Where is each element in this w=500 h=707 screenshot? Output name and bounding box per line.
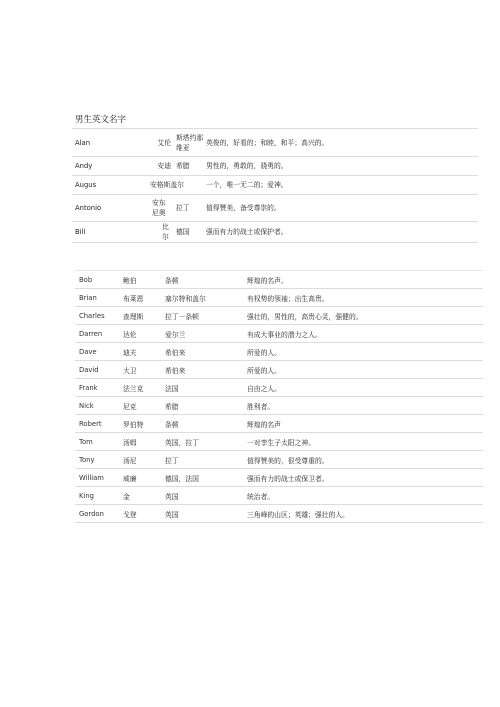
name-meaning: 一对孪生子太阳之神。 — [243, 433, 483, 451]
name-english: William — [75, 469, 119, 487]
table-row — [75, 469, 483, 487]
name-chinese: 鲍伯 — [119, 271, 161, 289]
name-origin: 德国 — [174, 222, 206, 243]
name-chinese: 汤姆 — [119, 433, 161, 451]
name-origin: 法国 — [161, 379, 243, 397]
table-row — [75, 307, 483, 325]
name-english: Bob — [75, 271, 119, 289]
name-chinese: 查理斯 — [119, 307, 161, 325]
name-english: Robert — [75, 415, 119, 433]
name-origin: 爱尔兰 — [161, 325, 243, 343]
name-chinese: 艾伦 — [150, 129, 174, 157]
table-row — [75, 343, 483, 361]
name-meaning: 胜利者。 — [243, 397, 483, 415]
name-origin: 英国，拉丁 — [161, 433, 243, 451]
table-row — [72, 129, 478, 157]
name-origin: 塞尔特和盖尔 — [161, 289, 243, 307]
name-chinese: 罗伯特 — [119, 415, 161, 433]
name-chinese: 法兰克 — [119, 379, 161, 397]
table-row — [75, 289, 483, 307]
name-meaning: 辉煌的名声 — [243, 415, 483, 433]
name-meaning: 一个，唯一无二的；爱神。 — [206, 176, 478, 195]
name-origin: 希腊 — [174, 157, 206, 176]
name-origin: 拉丁 — [174, 195, 206, 222]
name-meaning: 有权势的领袖；出生高贵。 — [243, 289, 483, 307]
table-row — [75, 487, 483, 505]
names-table-1 — [72, 128, 478, 243]
name-origin: 条顿 — [161, 271, 243, 289]
names-table-2 — [75, 270, 483, 523]
table-row — [72, 157, 478, 176]
name-meaning: 统治者。 — [243, 487, 483, 505]
table-row — [75, 361, 483, 379]
name-origin: 希腊 — [161, 397, 243, 415]
name-origin: 英国 — [161, 487, 243, 505]
name-origin: 希伯来 — [161, 361, 243, 379]
name-english: Gordon — [75, 505, 119, 523]
name-meaning: 有成大事业的潜力之人。 — [243, 325, 483, 343]
name-chinese: 戈登 — [119, 505, 161, 523]
name-english: Tom — [75, 433, 119, 451]
table-row — [75, 325, 483, 343]
name-meaning: 强壮的，男性的，高贵心灵，强健的。 — [243, 307, 483, 325]
name-origin: 英国 — [161, 505, 243, 523]
name-origin: 拉丁 — [161, 451, 243, 469]
name-origin: 拉丁－条顿 — [161, 307, 243, 325]
name-origin: 德国，法国 — [161, 469, 243, 487]
name-chinese: 达伦 — [119, 325, 161, 343]
name-chinese: 布莱恩 — [119, 289, 161, 307]
table-row — [75, 379, 483, 397]
name-meaning: 英俊的，好看的；和睦，和平；高兴的。 — [206, 129, 478, 157]
name-meaning: 强而有力的战士或保卫者。 — [243, 469, 483, 487]
table-row — [72, 195, 478, 222]
name-meaning: 男性的，勇敢的，骁勇的。 — [206, 157, 478, 176]
name-chinese: 金 — [119, 487, 161, 505]
name-english: Andy — [72, 157, 150, 176]
name-meaning: 辉煌的名声。 — [243, 271, 483, 289]
table-row — [75, 505, 483, 523]
table-row — [75, 271, 483, 289]
name-english: Augus — [72, 176, 150, 195]
name-english: David — [75, 361, 119, 379]
table-row — [72, 222, 478, 243]
table-row — [75, 451, 483, 469]
name-chinese: 比尔 — [150, 222, 174, 243]
table-row — [75, 415, 483, 433]
name-chinese: 尼克 — [119, 397, 161, 415]
name-english: Frank — [75, 379, 119, 397]
name-english: Bill — [72, 222, 150, 243]
name-english: Nick — [75, 397, 119, 415]
name-meaning: 强而有力的战士或保护者。 — [206, 222, 478, 243]
name-english: Charles — [75, 307, 119, 325]
name-origin: 希伯来 — [161, 343, 243, 361]
name-english: King — [75, 487, 119, 505]
name-origin: 斯塔约那维亚 — [174, 129, 206, 157]
name-meaning: 所爱的人。 — [243, 361, 483, 379]
name-meaning: 所爱的人。 — [243, 343, 483, 361]
table-row — [75, 397, 483, 415]
name-chinese: 大卫 — [119, 361, 161, 379]
name-english: Antonio — [72, 195, 150, 222]
name-english: Darren — [75, 325, 119, 343]
name-english: Tony — [75, 451, 119, 469]
name-chinese: 汤尼 — [119, 451, 161, 469]
name-origin: 条顿 — [161, 415, 243, 433]
name-meaning: 自由之人。 — [243, 379, 483, 397]
name-english: Brian — [75, 289, 119, 307]
table-row — [75, 433, 483, 451]
name-meaning: 值得赞美，备受尊崇的。 — [206, 195, 478, 222]
name-chinese: 安东尼奥 — [150, 195, 174, 222]
name-chinese: 安迪 — [150, 157, 174, 176]
page-title: 男生英文名字 — [75, 115, 127, 125]
name-english: Dave — [75, 343, 119, 361]
name-chinese: 迪夫 — [119, 343, 161, 361]
name-english: Alan — [72, 129, 150, 157]
name-meaning: 三角峰的山区；英雄；强壮的人。 — [243, 505, 483, 523]
name-meaning: 值得赞美的，很受尊重的。 — [243, 451, 483, 469]
name-chinese: 威廉 — [119, 469, 161, 487]
name-origin: 安格斯盖尔 — [148, 176, 180, 195]
table-row — [72, 176, 478, 195]
